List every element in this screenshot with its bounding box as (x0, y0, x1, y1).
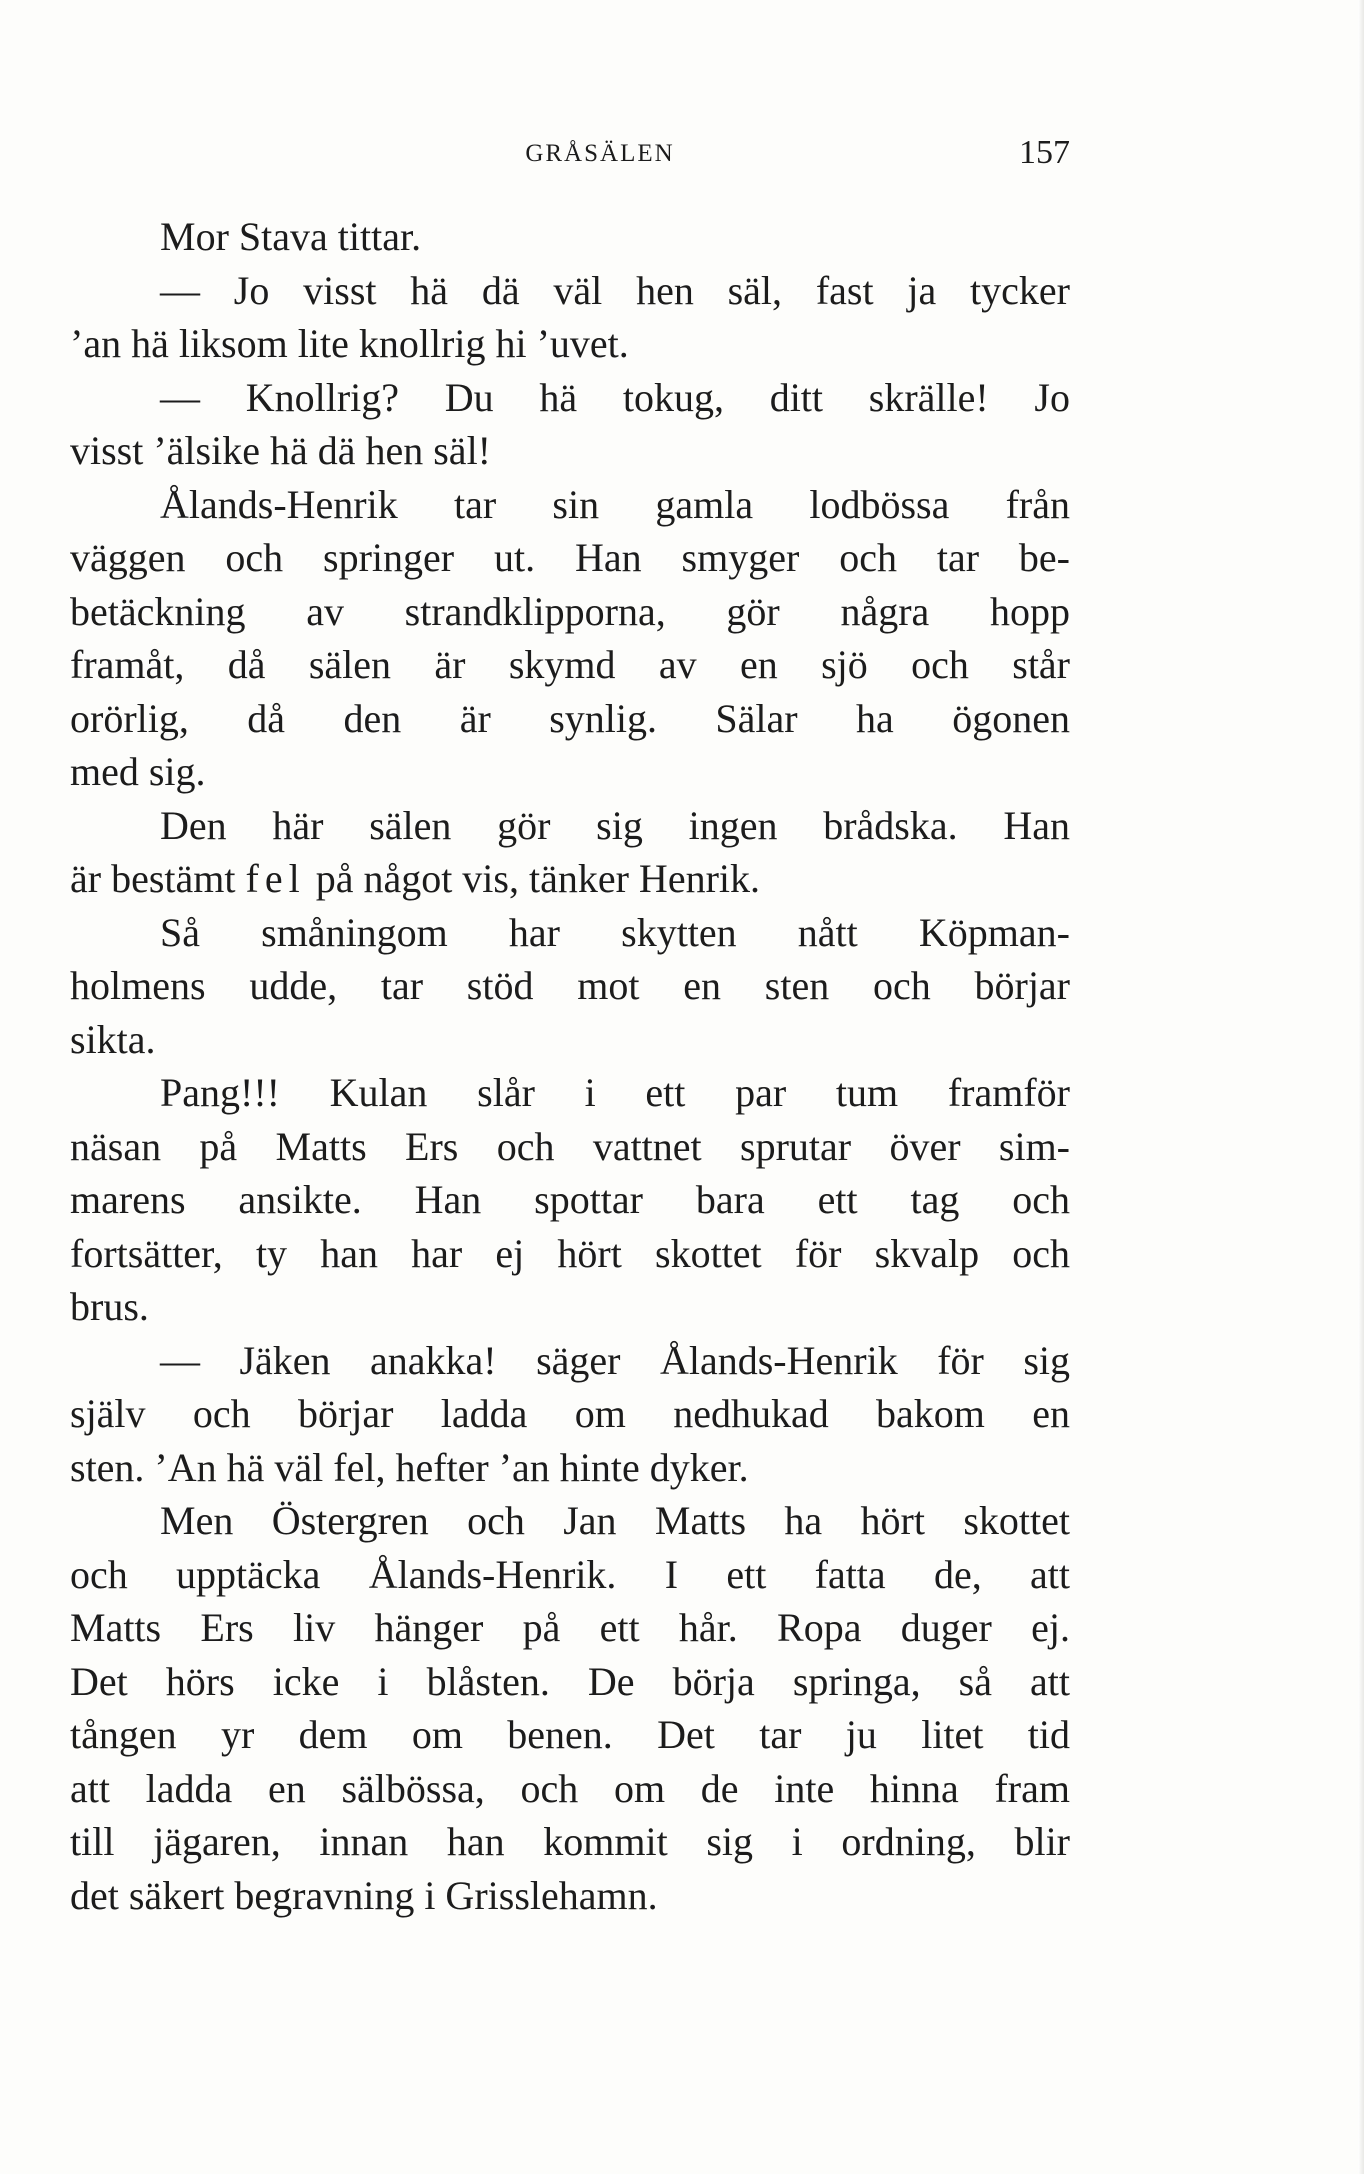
text-line: sikta. (70, 1016, 156, 1062)
text-line: Den här sälen gör sig ingen brådska. Han (160, 802, 1070, 848)
text-line: betäckning av strandklipporna, gör några hopp (70, 588, 1070, 634)
text-line: — Jo visst hä dä väl hen säl, fast ja tycker (160, 267, 1070, 313)
text-line: med sig. (70, 749, 206, 794)
chapter-title: GRÅSÄLEN (525, 140, 675, 167)
text-line: holmens udde, tar stöd mot en sten och börjar (70, 963, 1070, 1008)
text-line: Ålands-Henrik tar sin gamla lodbössa från (160, 481, 1070, 527)
text-line: Det hörs icke i blåsten. De börja springa, så att (70, 1658, 1070, 1704)
text-line: näsan på Matts Ers och vattnet sprutar över sim- (70, 1123, 1070, 1169)
text-line: Men Östergren och Jan Matts ha hört skottet (160, 1498, 1070, 1543)
text-line: Pang!!! Kulan slår i ett par tum framför (160, 1070, 1070, 1115)
text-line: det säkert begravning i Grisslehamn. (70, 1872, 658, 1918)
text-line: sten. ’An hä väl fel, hefter ’an hinte dyker. (70, 1444, 749, 1490)
emphasized-word: fel (245, 856, 306, 901)
running-head (70, 134, 1070, 180)
text-line: tången yr dem om benen. Det tar ju litet tid (70, 1712, 1070, 1757)
page-edge-shadow (1358, 0, 1364, 2174)
body-text (70, 210, 1070, 1922)
text-line: ’an hä liksom lite knollrig hi ’uvet. (70, 321, 629, 366)
text-line: Mor Stava tittar. (160, 214, 422, 259)
text-line: Så småningom har skytten nått Köpman- (160, 909, 1070, 955)
text-line: att ladda en sälbössa, och om de inte hinna fram (70, 1765, 1070, 1811)
text-line: själv och börjar ladda om nedhukad bakom en (70, 1391, 1070, 1436)
text-line: — Knollrig? Du hä tokug, ditt skrälle! Jo (160, 374, 1070, 420)
text-line: orörlig, då den är synlig. Sälar ha ögonen (70, 695, 1070, 741)
text-line: fortsätter, ty han har ej hört skottet för skvalp och (70, 1230, 1070, 1276)
page-number: 157 (1019, 134, 1070, 171)
text-line: till jägaren, innan han kommit sig i ordning, blir (70, 1819, 1070, 1864)
text-line: visst ’älsike hä dä hen säl! (70, 428, 491, 473)
text-line: väggen och springer ut. Han smyger och tar be- (70, 535, 1070, 580)
text-line: är bestämt fel på något vis, tänker Henrik. (70, 852, 1070, 906)
text-line: och upptäcka Ålands-Henrik. I ett fatta de, att (70, 1551, 1070, 1597)
text-line: marens ansikte. Han spottar bara ett tag och (70, 1177, 1070, 1222)
text-line: framåt, då sälen är skymd av en sjö och står (70, 642, 1070, 687)
text-line: — Jäken anakka! säger Ålands-Henrik för sig (160, 1337, 1070, 1383)
text-line: Matts Ers liv hänger på ett hår. Ropa duger ej. (70, 1605, 1070, 1650)
text-line: brus. (70, 1284, 149, 1329)
